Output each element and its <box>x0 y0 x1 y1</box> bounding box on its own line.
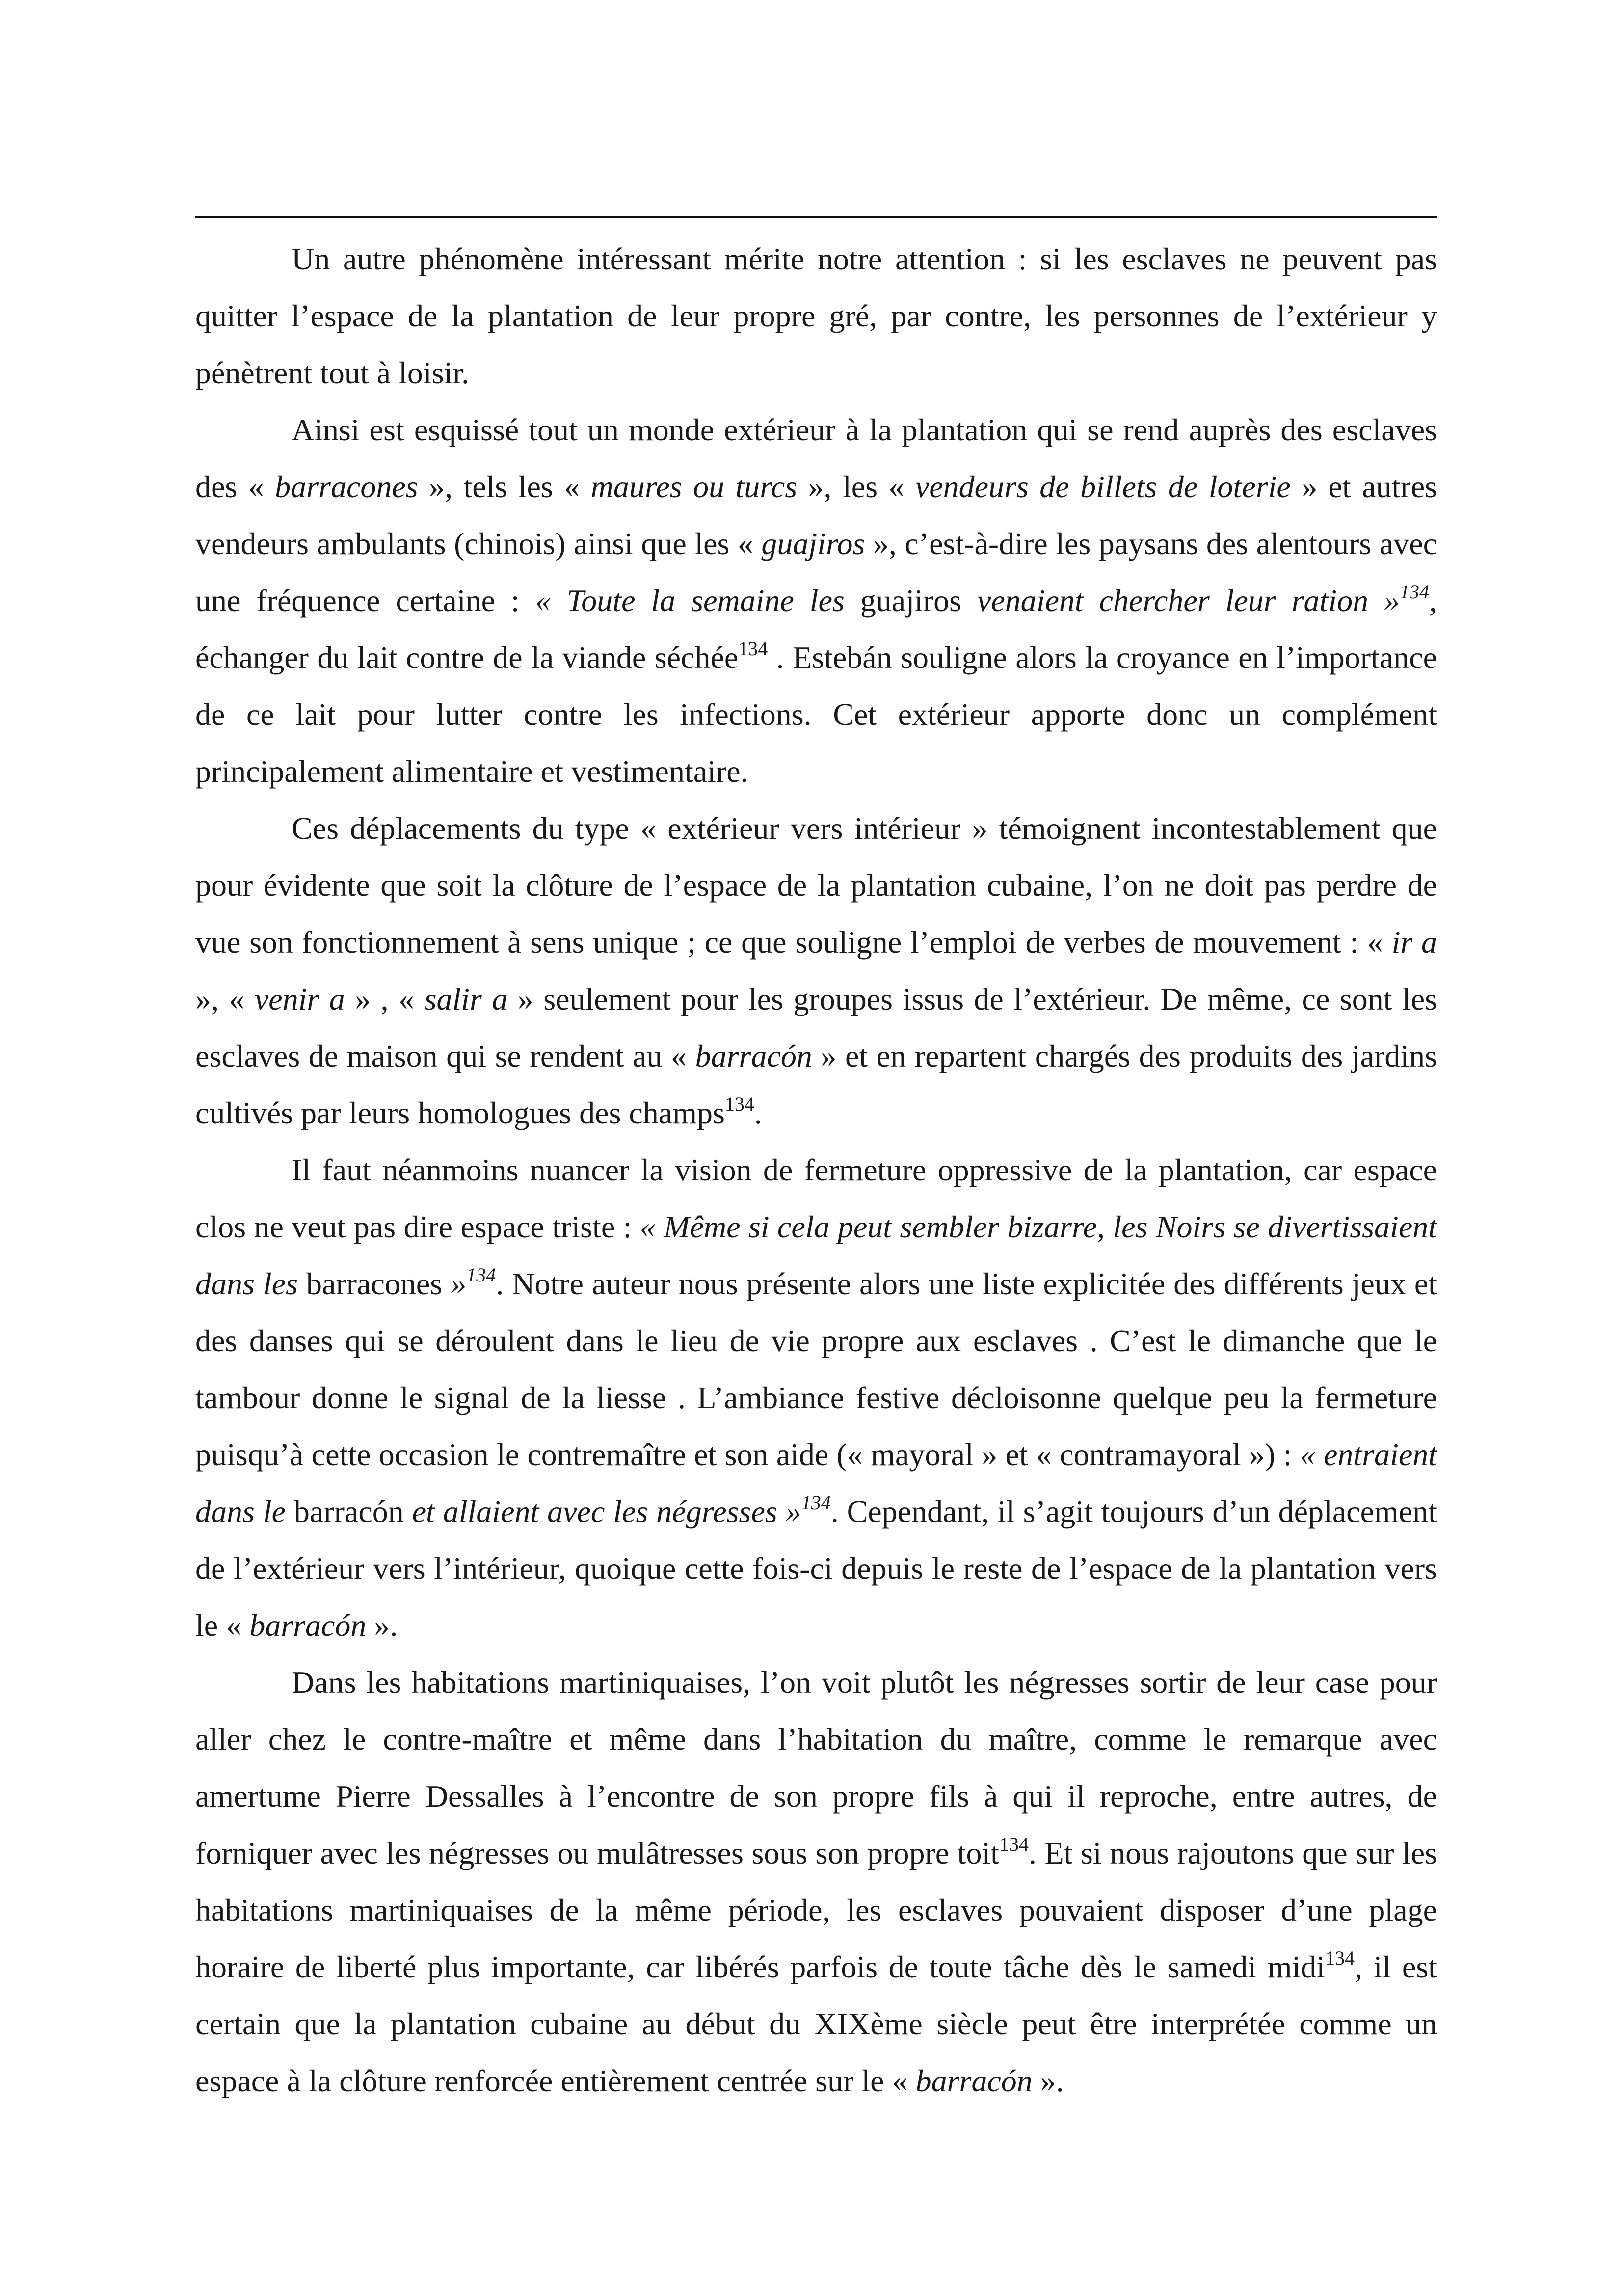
text-run: . Et si nous rajoutons que sur les habitations martiniquaises de la même période, les esclaves pouvaient disposer d’une plage horaire de liberté plus importante, car libérés parfois de toute tâche dès le samedi midi <box>195 1836 1437 1984</box>
text-run: », « <box>195 982 255 1016</box>
paragraph <box>195 800 1437 1142</box>
italic-text: et allaient avec les négresses » <box>403 1494 801 1529</box>
text-run: », c’est-à-dire les paysans des alentours avec une fréquence certaine : <box>195 526 1437 618</box>
italic-text: barracón <box>249 1608 367 1643</box>
text-run: barracón <box>293 1494 404 1529</box>
text-run: . Estebán souligne alors la croyance en l’importance de ce lait pour lutter contre les infections. Cet extérieur apporte donc un complément principalement alimentaire et vestimentaire. <box>195 640 1437 789</box>
text-run: ». <box>366 1608 398 1643</box>
paragraph <box>195 1654 1437 2109</box>
text-run: Ces déplacements du type « extérieur vers intérieur » témoignent incontestablement que pour évidente que soit la clôture de l’espace de la plantation cubaine, l’on ne doit pas perdre de vue son fonctionnement à sens unique ; ce que souligne l’emploi de verbes de mouvement : « <box>195 811 1437 960</box>
italic-text: guajiros <box>761 526 865 561</box>
italic-text: barracón <box>695 1039 812 1073</box>
italic-text: venir a <box>254 982 345 1016</box>
text-run: . Notre auteur nous présente alors une liste explicitée des différents jeux et des danses qui se déroulent dans le lieu de vie propre aux esclaves . C’est le dimanche que le tambour donne le signal de la liesse . L’ambiance festive décloisonne quelque peu la fermeture puisqu’à cette occasion le contremaître et son aide (« mayoral » et « contramayoral ») : <box>195 1266 1437 1472</box>
italic-text: » <box>442 1266 467 1301</box>
italic-text: venaient chercher leur ration » <box>961 583 1400 618</box>
paragraph <box>195 1142 1437 1654</box>
italic-text: ir a <box>1391 925 1437 960</box>
text-run: », les « <box>797 469 915 504</box>
italic-text: « Même si cela peut sembler bizarre, les Noirs se divertissaient dans les <box>195 1209 1437 1301</box>
body-text <box>195 231 1437 2109</box>
text-run: Ainsi est esquissé tout un monde extérieur à la plantation qui se rend auprès des esclaves des « <box>195 412 1437 504</box>
text-run: barracones <box>306 1266 443 1301</box>
italic-text: salir a <box>424 982 508 1016</box>
italic-text: barracones <box>275 469 418 504</box>
text-run: » seulement pour les groupes issus de l’extérieur. De même, ce sont les esclaves de maison qui se rendent au « <box>195 982 1437 1073</box>
top-rule <box>195 216 1437 218</box>
text-run: » et autres vendeurs ambulants (chinois) ainsi que les « <box>195 469 1437 561</box>
text-run: », tels les « <box>418 469 591 504</box>
text-run: » , « <box>345 982 425 1016</box>
italic-text: barracón <box>915 2063 1033 2098</box>
text-run: Un autre phénomène intéressant mérite notre attention : si les esclaves ne peuvent pas quitter l’espace de la plantation de leur propre gré, par contre, les personnes de l’extérieur y pénètrent tout à loisir. <box>195 241 1437 390</box>
footnote-ref: 134 <box>1325 1947 1355 1969</box>
italic-text: maures ou turcs <box>590 469 798 504</box>
text-run: . Cependant, il s’agit toujours d’un déplacement de l’extérieur vers l’intérieur, quoique cette fois-ci depuis le reste de l’espace de la plantation vers le « <box>195 1494 1437 1643</box>
text-run: guajiros <box>860 583 961 618</box>
text-run: , échanger du lait contre de la viande séchée <box>195 583 1437 675</box>
text-run: , il est certain que la plantation cubaine au début du XIXème siècle peut être interprétée comme un espace à la clôture renforcée entièrement centrée sur le « <box>195 1949 1437 2098</box>
text-run: Il faut néanmoins nuancer la vision de fermeture oppressive de la plantation, car espace clos ne veut pas dire espace triste : <box>195 1152 1437 1244</box>
footnote-ref: 134 <box>1400 580 1430 603</box>
text-run: . <box>754 1095 762 1130</box>
paragraph <box>195 401 1437 800</box>
footnote-ref: 134 <box>724 1093 754 1115</box>
italic-text: vendeurs de billets de loterie <box>915 469 1291 504</box>
paragraph <box>195 231 1437 401</box>
text-run: » et en repartent chargés des produits des jardins cultivés par leurs homologues des champs <box>195 1039 1437 1130</box>
italic-text: « entraient dans le <box>195 1437 1437 1529</box>
footnote-ref: 134 <box>466 1263 496 1286</box>
footnote-ref: 134 <box>738 637 768 660</box>
footnote-ref: 134 <box>999 1833 1029 1855</box>
text-run: ». <box>1032 2063 1064 2098</box>
text-run: Dans les habitations martiniquaises, l’on voit plutôt les négresses sortir de leur case pour aller chez le contre-maître et même dans l’habitation du maître, comme le remarque avec amertume Pierre Dessalles à l’encontre de son propre fils à qui il reproche, entre autres, de forniquer avec les négresses ou mulâtresses sous son propre toit <box>195 1665 1437 1870</box>
italic-text: « Toute la semaine les <box>535 583 860 618</box>
footnote-ref: 134 <box>801 1491 831 1514</box>
